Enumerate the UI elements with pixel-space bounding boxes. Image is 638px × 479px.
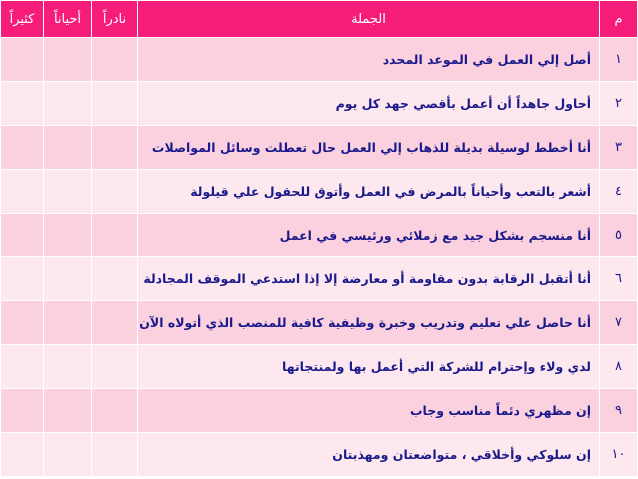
cell-rarely[interactable] [92, 345, 138, 389]
row-sentence: أنا أخطط لوسيلة بديلة للذهاب إلي العمل حال تعطلت وسائل المواصلات [138, 125, 600, 169]
cell-sometimes[interactable] [44, 389, 92, 433]
row-sentence: لدي ولاء وإحترام للشركة التي أعمل بها ولمنتجاتها [138, 345, 600, 389]
header-sometimes: أحياناً [44, 1, 92, 38]
row-number: ١ [600, 38, 638, 82]
table-row [1, 213, 638, 257]
cell-rarely[interactable] [92, 125, 138, 169]
cell-rarely[interactable] [92, 301, 138, 345]
row-number: ٥ [600, 213, 638, 257]
table-row [1, 345, 638, 389]
cell-often[interactable] [1, 345, 44, 389]
cell-rarely[interactable] [92, 213, 138, 257]
cell-sometimes[interactable] [44, 301, 92, 345]
cell-often[interactable] [1, 125, 44, 169]
row-number: ١٠ [600, 433, 638, 477]
cell-rarely[interactable] [92, 169, 138, 213]
header-sentence: الجملة [138, 1, 600, 38]
header-number: م [600, 1, 638, 38]
row-number: ٨ [600, 345, 638, 389]
cell-rarely[interactable] [92, 389, 138, 433]
cell-sometimes[interactable] [44, 213, 92, 257]
cell-often[interactable] [1, 38, 44, 82]
table-row [1, 389, 638, 433]
cell-rarely[interactable] [92, 38, 138, 82]
table-row [1, 169, 638, 213]
table-row [1, 257, 638, 301]
cell-rarely[interactable] [92, 257, 138, 301]
row-number: ٣ [600, 125, 638, 169]
row-number: ٤ [600, 169, 638, 213]
cell-often[interactable] [1, 389, 44, 433]
table-row [1, 38, 638, 82]
row-number: ٩ [600, 389, 638, 433]
table-row [1, 433, 638, 477]
row-sentence: أنا منسجم بشكل جيد مع زملائي ورئيسي في اعمل [138, 213, 600, 257]
cell-sometimes[interactable] [44, 38, 92, 82]
cell-often[interactable] [1, 213, 44, 257]
cell-sometimes[interactable] [44, 257, 92, 301]
row-sentence: أصل إلي العمل في الموعد المحدد [138, 38, 600, 82]
cell-often[interactable] [1, 301, 44, 345]
header-rarely: نادراً [92, 1, 138, 38]
cell-sometimes[interactable] [44, 81, 92, 125]
row-sentence: أحاول جاهداً أن أعمل بأقصي جهد كل يوم [138, 81, 600, 125]
row-number: ٦ [600, 257, 638, 301]
header-often: كثيراً [1, 1, 44, 38]
table-row [1, 301, 638, 345]
row-number: ٢ [600, 81, 638, 125]
header-row [1, 1, 638, 38]
row-sentence: إن مظهري دئماً مناسب وجاب [138, 389, 600, 433]
row-sentence: أشعر بالتعب وأحياناً بالمرض في العمل وأتوق للحقول علي قيلولة [138, 169, 600, 213]
cell-sometimes[interactable] [44, 125, 92, 169]
cell-sometimes[interactable] [44, 345, 92, 389]
table-row [1, 125, 638, 169]
cell-often[interactable] [1, 169, 44, 213]
table-row [1, 81, 638, 125]
cell-often[interactable] [1, 257, 44, 301]
row-number: ٧ [600, 301, 638, 345]
cell-often[interactable] [1, 81, 44, 125]
row-sentence: إن سلوكي وأخلاقي ، متواضعتان ومهذبتان [138, 433, 600, 477]
cell-often[interactable] [1, 433, 44, 477]
row-sentence: أنا أتقبل الرقابة بدون مقاومة أو معارضة إلا إذا استدعي الموقف المجادلة [138, 257, 600, 301]
cell-sometimes[interactable] [44, 169, 92, 213]
cell-rarely[interactable] [92, 81, 138, 125]
row-sentence: أنا حاصل علي تعليم وتدريب وخبرة وظيفية كافية للمنصب الذي أتولاه الآن [138, 301, 600, 345]
cell-sometimes[interactable] [44, 433, 92, 477]
cell-rarely[interactable] [92, 433, 138, 477]
